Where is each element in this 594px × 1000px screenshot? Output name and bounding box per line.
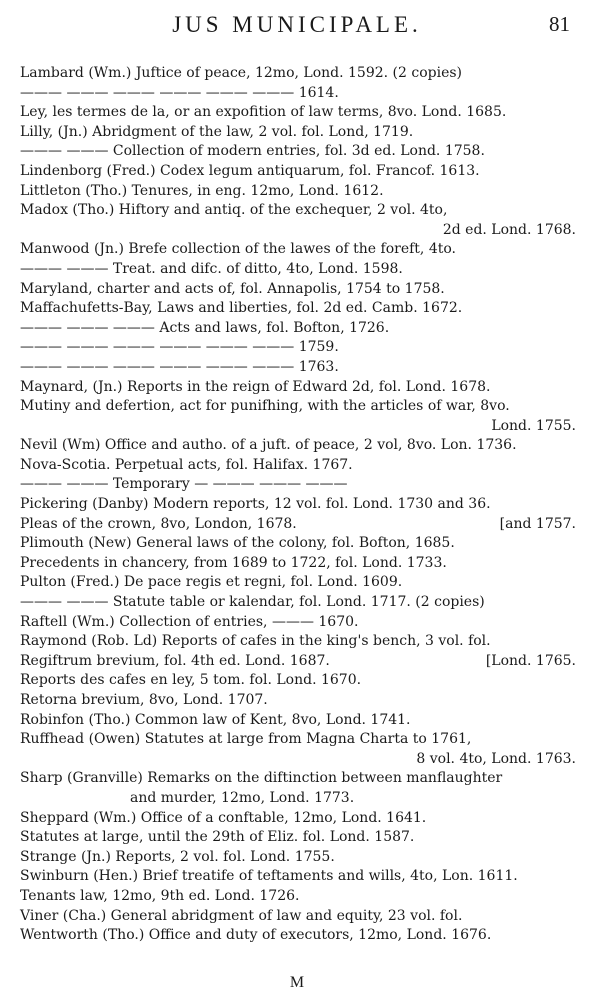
entry-text: Sheppard (Wm.) Office of a conftable, 12mo, Lond. 1641. xyxy=(20,809,427,826)
entry-text: Ruffhead (Owen) Statutes at large from Magna Charta to 1761, xyxy=(20,731,472,748)
catalogue-entry xyxy=(20,64,576,84)
entry-text: Maynard, (Jn.) Reports in the reign of Edward 2d, fol. Lond. 1678. xyxy=(20,378,491,395)
catalogue-entry xyxy=(20,456,576,476)
entry-text: Manwood (Jn.) Brefe collection of the lawes of the foreft, 4to. xyxy=(20,241,457,258)
catalogue-entry xyxy=(20,358,576,378)
entry-text: Regiftrum brevium, fol. 4th ed. Lond. 1687. xyxy=(20,652,330,669)
entry-text: ——— ——— ——— ——— ——— ——— 1614. xyxy=(20,84,339,101)
catalogue-entry xyxy=(20,691,576,711)
catalogue-entry xyxy=(20,632,576,652)
entry-text: and murder, 12mo, Lond. 1773. xyxy=(130,789,355,806)
entry-text: Mutiny and defertion, act for punifhing, with the articles of war, 8vo. xyxy=(20,398,510,415)
entry-text: Precedents in chancery, from 1689 to 1722, fol. Lond. 1733. xyxy=(20,554,447,571)
catalogue-entry xyxy=(20,319,576,339)
catalogue-entry xyxy=(20,123,576,143)
catalogue-entry xyxy=(20,417,576,437)
entry-text: Maffachufetts-Bay, Laws and liberties, fol. 2d ed. Camb. 1672. xyxy=(20,300,463,317)
catalogue-entry xyxy=(20,142,576,162)
catalogue-entry xyxy=(20,671,576,691)
catalogue-entry xyxy=(20,652,576,672)
entry-text: ——— ——— Treat. and difc. of ditto, 4to, Lond. 1598. xyxy=(20,260,403,277)
entry-right-text: 8 vol. 4to, Lond. 1763. xyxy=(416,750,576,767)
catalogue-entry xyxy=(20,201,576,221)
running-title: JUS MUNICIPALE. xyxy=(172,12,422,37)
entry-text: Raymond (Rob. Ld) Reports of cafes in the king's bench, 3 vol. fol. xyxy=(20,633,491,650)
catalogue-entry xyxy=(20,573,576,593)
entry-text: Reports des cafes en ley, 5 tom. fol. Lond. 1670. xyxy=(20,672,362,689)
catalogue-entry xyxy=(20,436,576,456)
entry-text: Robinfon (Tho.) Common law of Kent, 8vo, Lond. 1741. xyxy=(20,711,411,728)
catalogue-entry xyxy=(20,378,576,398)
catalogue-entry xyxy=(20,769,576,789)
catalogue-entry xyxy=(20,789,576,809)
catalogue-entry xyxy=(20,103,576,123)
entry-text: Viner (Cha.) General abridgment of law and equity, 23 vol. fol. xyxy=(20,907,463,924)
catalogue-entry xyxy=(20,515,576,535)
entry-text: Sharp (Granville) Remarks on the diftinction between manflaughter xyxy=(20,770,503,787)
page-number: 81 xyxy=(549,12,570,36)
entry-text: Statutes at large, until the 29th of Eliz. fol. Lond. 1587. xyxy=(20,829,415,846)
entry-text: Lambard (Wm.) Juftice of peace, 12mo, Lond. 1592. (2 copies) xyxy=(20,65,463,81)
catalogue-entry xyxy=(20,495,576,515)
catalogue-entry xyxy=(20,907,576,927)
catalogue-entry xyxy=(20,867,576,887)
entry-text: Lilly, (Jn.) Abridgment of the law, 2 vol. fol. Lond, 1719. xyxy=(20,123,414,140)
entry-text: Pickering (Danby) Modern reports, 12 vol. fol. Lond. 1730 and 36. xyxy=(20,496,491,513)
entry-text: ——— ——— ——— Acts and laws, fol. Bofton, 1726. xyxy=(20,319,390,336)
catalogue-entry xyxy=(20,260,576,280)
catalogue-entry xyxy=(20,711,576,731)
entry-right-text: [Lond. 1765. xyxy=(485,652,576,669)
entry-text: Nova-Scotia. Perpetual acts, fol. Halifax. 1767. xyxy=(20,456,353,473)
catalogue-entry xyxy=(20,730,576,750)
entry-text: Lindenborg (Fred.) Codex legum antiquarum, fol. Francof. 1613. xyxy=(20,162,480,179)
entry-right-text: Lond. 1755. xyxy=(491,417,576,434)
entry-text: Swinburn (Hen.) Brief treatife of teftaments and wills, 4to, Lon. 1611. xyxy=(20,868,518,885)
entry-text: ——— ——— ——— ——— ——— ——— 1763. xyxy=(20,358,339,375)
entry-text: Madox (Tho.) Hiftory and antiq. of the exchequer, 2 vol. 4to, xyxy=(20,202,448,219)
entry-text: Pulton (Fred.) De pace regis et regni, fol. Lond. 1609. xyxy=(20,574,403,591)
catalogue-entry xyxy=(20,848,576,868)
catalogue-entry xyxy=(20,280,576,300)
catalogue-entry xyxy=(20,534,576,554)
catalogue-entry xyxy=(20,397,576,417)
catalogue-entry xyxy=(20,162,576,182)
catalogue-entry xyxy=(20,613,576,633)
entry-text: Ley, les termes de la, or an expofition of law terms, 8vo. Lond. 1685. xyxy=(20,104,507,121)
entry-text: Wentworth (Tho.) Office and duty of executors, 12mo, Lond. 1676. xyxy=(20,927,492,944)
entry-text: Tenants law, 12mo, 9th ed. Lond. 1726. xyxy=(20,887,300,904)
entry-text: Pleas of the crown, 8vo, London, 1678. xyxy=(20,515,297,532)
catalogue-entry xyxy=(20,887,576,907)
catalogue-entry xyxy=(20,809,576,829)
entry-right-text: 2d ed. Lond. 1768. xyxy=(442,221,576,238)
entry-text: Plimouth (New) General laws of the colony, fol. Bofton, 1685. xyxy=(20,535,455,552)
catalogue-entry xyxy=(20,554,576,574)
catalogue-entry xyxy=(20,299,576,319)
catalogue-entry xyxy=(20,221,576,241)
entry-text: ——— ——— Temporary — ——— ——— ——— xyxy=(20,476,348,493)
entry-text: Littleton (Tho.) Tenures, in eng. 12mo, Lond. 1612. xyxy=(20,182,384,199)
catalogue-entry xyxy=(20,926,576,946)
entry-text: ——— ——— Statute table or kalendar, fol. Lond. 1717. (2 copies) xyxy=(20,594,485,611)
catalogue-entries xyxy=(20,64,576,946)
catalogue-entry xyxy=(20,240,576,260)
catalogue-entry xyxy=(20,828,576,848)
catalogue-entry xyxy=(20,84,576,104)
signature-mark: M xyxy=(289,974,305,991)
catalogue-entry xyxy=(20,593,576,613)
catalogue-entry xyxy=(20,475,576,495)
entry-text: ——— ——— Collection of modern entries, fol. 3d ed. Lond. 1758. xyxy=(20,143,485,160)
entry-text: ——— ——— ——— ——— ——— ——— 1759. xyxy=(20,339,339,356)
catalogue-entry xyxy=(20,182,576,202)
entry-text: Strange (Jn.) Reports, 2 vol. fol. Lond. 1755. xyxy=(20,848,335,865)
catalogue-entry xyxy=(20,338,576,358)
entry-text: Raftell (Wm.) Collection of entries, ——— 1670. xyxy=(20,613,359,630)
page-header xyxy=(0,12,594,44)
entry-text: Maryland, charter and acts of, fol. Annapolis, 1754 to 1758. xyxy=(20,280,445,297)
entry-text: Retorna brevium, 8vo, Lond. 1707. xyxy=(20,692,268,708)
entry-right-text: [and 1757. xyxy=(499,515,576,532)
catalogue-entry xyxy=(20,750,576,770)
entry-text: Nevil (Wm) Office and autho. of a juft. of peace, 2 vol, 8vo. Lon. 1736. xyxy=(20,437,517,454)
